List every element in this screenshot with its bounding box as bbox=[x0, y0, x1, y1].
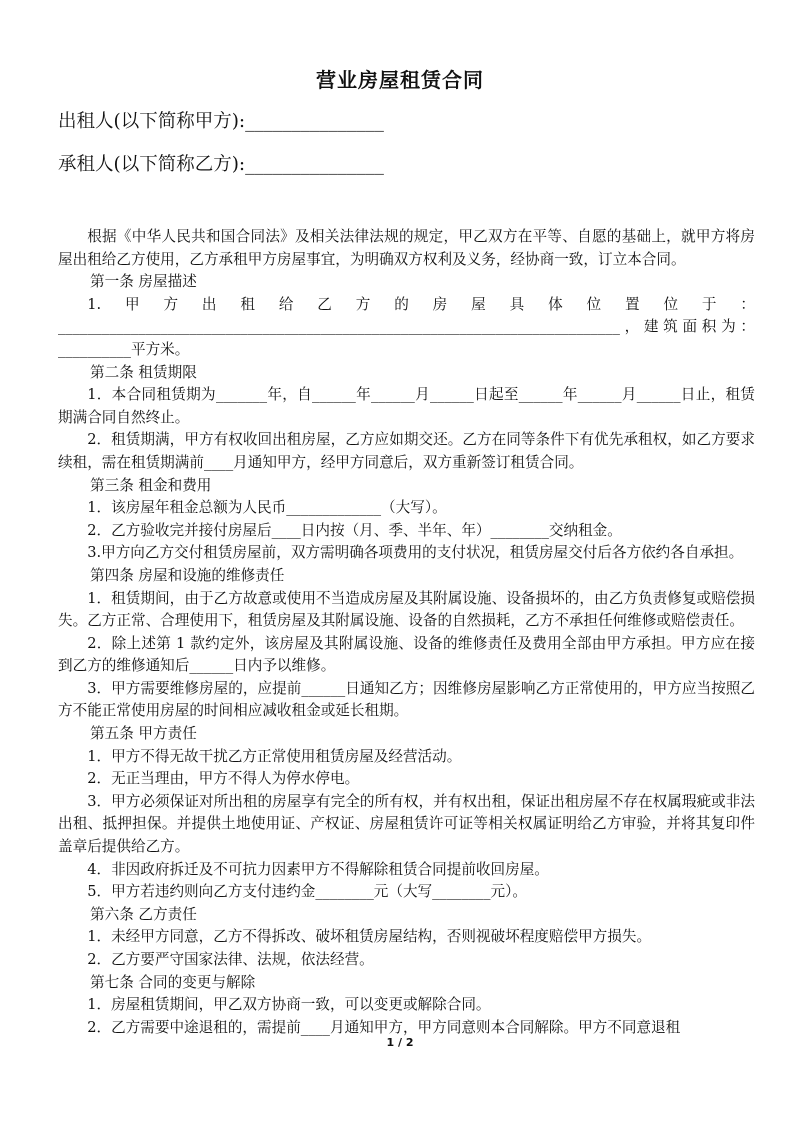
clause-paragraph: 2．乙方需要中途退租的，需提前____月通知甲方，甲方同意则本合同解除。甲方不同意退租 bbox=[87, 1018, 681, 1036]
clause-paragraph: 2．租赁期满，甲方有权收回出租房屋，乙方应如期交还。乙方在同等条件下有优先承租权，如乙方要求续租，需在租赁期满前____月通知甲方，经甲方同意后，双方重新签订租赁合同。 bbox=[58, 431, 755, 471]
clause-paragraph: 根据《中华人民共和国合同法》及相关法律法规的规定，甲乙双方在平等、自愿的基础上，就甲方将房屋出租给乙方使用，乙方承租甲方房屋事宜，为明确双方权利及义务，经协商一致，订立本合同。 bbox=[58, 228, 755, 268]
clause-paragraph: 2．乙方要严守国家法律、法规，依法经营。 bbox=[87, 951, 374, 968]
article-heading: 第三条 租金和费用 bbox=[90, 476, 212, 494]
article-heading: 第一条 房屋描述 bbox=[90, 273, 197, 291]
clause-paragraph: 5．甲方若违约则向乙方支付违约金________元（大写________元）。 bbox=[87, 883, 527, 901]
clause-paragraph: 2．无正当理由，甲方不得人为停水停电。 bbox=[87, 770, 360, 788]
document-title: 营业房屋租赁合同 bbox=[316, 68, 484, 92]
clause-paragraph: 2．除上述第 1 款约定外，该房屋及其附属设施、设备的维修责任及费用全部由甲方承担。甲方应在接到乙方的维修通知后______日内予以维修。 bbox=[58, 634, 755, 675]
article-heading: 第七条 合同的变更与解除 bbox=[90, 973, 256, 991]
page-number: 1 / 2 bbox=[386, 1036, 414, 1049]
clause-paragraph: 1．未经甲方同意，乙方不得拆改、破坏租赁房屋结构，否则视破坏程度赔偿甲方损失。 bbox=[87, 928, 652, 946]
clause-paragraph: 1．甲方不得无故干扰乙方正常使用租赁房屋及经营活动。 bbox=[87, 747, 462, 765]
clause-paragraph: 1.甲方出租给乙方的房屋具体位置位于：_____________________________________________________________________________，建筑面积为：__________平方米。 bbox=[58, 295, 755, 358]
article-heading: 第六条 乙方责任 bbox=[90, 905, 197, 923]
clause-paragraph: 1．该房屋年租金总额为人民币_____________（大写）。 bbox=[87, 499, 447, 517]
article-heading: 第五条 甲方责任 bbox=[90, 725, 197, 743]
clause-paragraph: 3.甲方向乙方交付租赁房屋前，双方需明确各项费用的支付状况，租赁房屋交付后各方依约各自承担。 bbox=[87, 544, 744, 562]
clause-paragraph: 2．乙方验收完并接付房屋后____日内按（月、季、半年、年）________交纳租金。 bbox=[87, 521, 622, 539]
contract-body bbox=[58, 226, 755, 1039]
clause-paragraph: 3．甲方需要维修房屋的，应提前______日通知乙方；因维修房屋影响乙方正常使用的，甲方应当按照乙方不能正常使用房屋的时间相应减收租金或延长租期。 bbox=[58, 679, 755, 720]
article-heading: 第二条 租赁期限 bbox=[90, 363, 197, 381]
article-heading: 第四条 房屋和设施的维修责任 bbox=[90, 566, 285, 584]
lessor-line: 出租人(以下简称甲方):_______________ bbox=[58, 111, 384, 132]
lessee-line: 承租人(以下简称乙方):_______________ bbox=[58, 154, 384, 175]
clause-paragraph: 4．非因政府拆迁及不可抗力因素甲方不得解除租赁合同提前收回房屋。 bbox=[87, 860, 549, 878]
clause-paragraph: 1．本合同租赁期为_______年，自______年______月______日起至______年______月______日止，租赁期满合同自然终止。 bbox=[58, 386, 755, 426]
clause-paragraph: 3．甲方必须保证对所出租的房屋享有完全的所有权，并有权出租，保证出租房屋不存在权属瑕疵或非法出租、抵押担保。并提供土地使用证、产权证、房屋租赁许可证等相关权属证明给乙方审验，并将其复印件盖章后提供给乙方。 bbox=[58, 792, 755, 856]
clause-paragraph: 1．租赁期间，由于乙方故意或使用不当造成房屋及其附属设施、设备损坏的，由乙方负责修复或赔偿损失。乙方正常、合理使用下，租赁房屋及其附属设施、设备的自然损耗，乙方不承担任何维修或赔偿责任。 bbox=[58, 589, 755, 630]
clause-paragraph: 1．房屋租赁期间，甲乙双方协商一致，可以变更或解除合同。 bbox=[87, 996, 491, 1014]
